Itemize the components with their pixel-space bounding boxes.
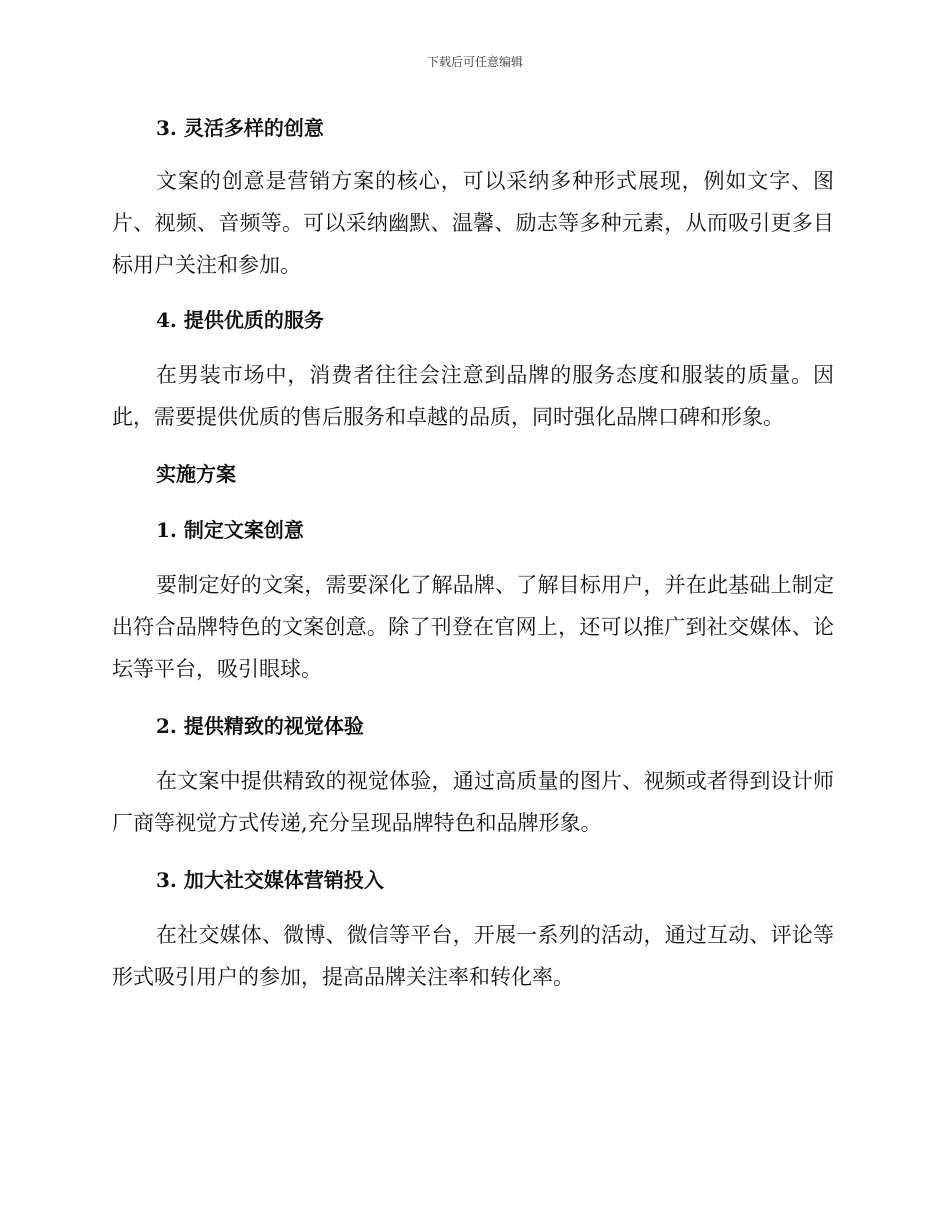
section-heading-implementation-plan: 实施方案 — [156, 462, 236, 486]
section-heading-copy-creative: 1. 制定文案创意 — [156, 518, 304, 542]
section-paragraph-visual-experience: 在文案中提供精致的视觉体验，通过高质量的图片、视频或者得到设计师厂商等视觉方式传递,充分呈现品牌特色和品牌形象。 — [112, 769, 834, 835]
section-heading-visual-experience: 2. 提供精致的视觉体验 — [156, 714, 364, 738]
section-heading-flexible-creativity: 3. 灵活多样的创意 — [156, 116, 324, 140]
page-header: 下载后可任意编辑 — [426, 55, 523, 69]
section-paragraph-social-media: 在社交媒体、微博、微信等平台，开展一系列的活动，通过互动、评论等形式吸引用户的参加，提高品牌关注率和转化率。 — [112, 923, 834, 989]
document-body — [112, 108, 834, 998]
section-heading-quality-service: 4. 提供优质的服务 — [156, 308, 324, 332]
section-paragraph-quality-service: 在男装市场中，消费者往往会注意到品牌的服务态度和服装的质量。因此，需要提供优质的售后服务和卓越的品质，同时强化品牌口碑和形象。 — [112, 363, 834, 429]
section-heading-social-media: 3. 加大社交媒体营销投入 — [156, 868, 384, 892]
section-paragraph-flexible-creativity: 文案的创意是营销方案的核心，可以采纳多种形式展现，例如文字、图片、视频、音频等。可以采纳幽默、温馨、励志等多种元素，从而吸引更多目标用户关注和参加。 — [112, 169, 834, 277]
section-paragraph-copy-creative: 要制定好的文案，需要深化了解品牌、了解目标用户，并在此基础上制定出符合品牌特色的文案创意。除了刊登在官网上，还可以推广到社交媒体、论坛等平台，吸引眼球。 — [112, 573, 834, 681]
